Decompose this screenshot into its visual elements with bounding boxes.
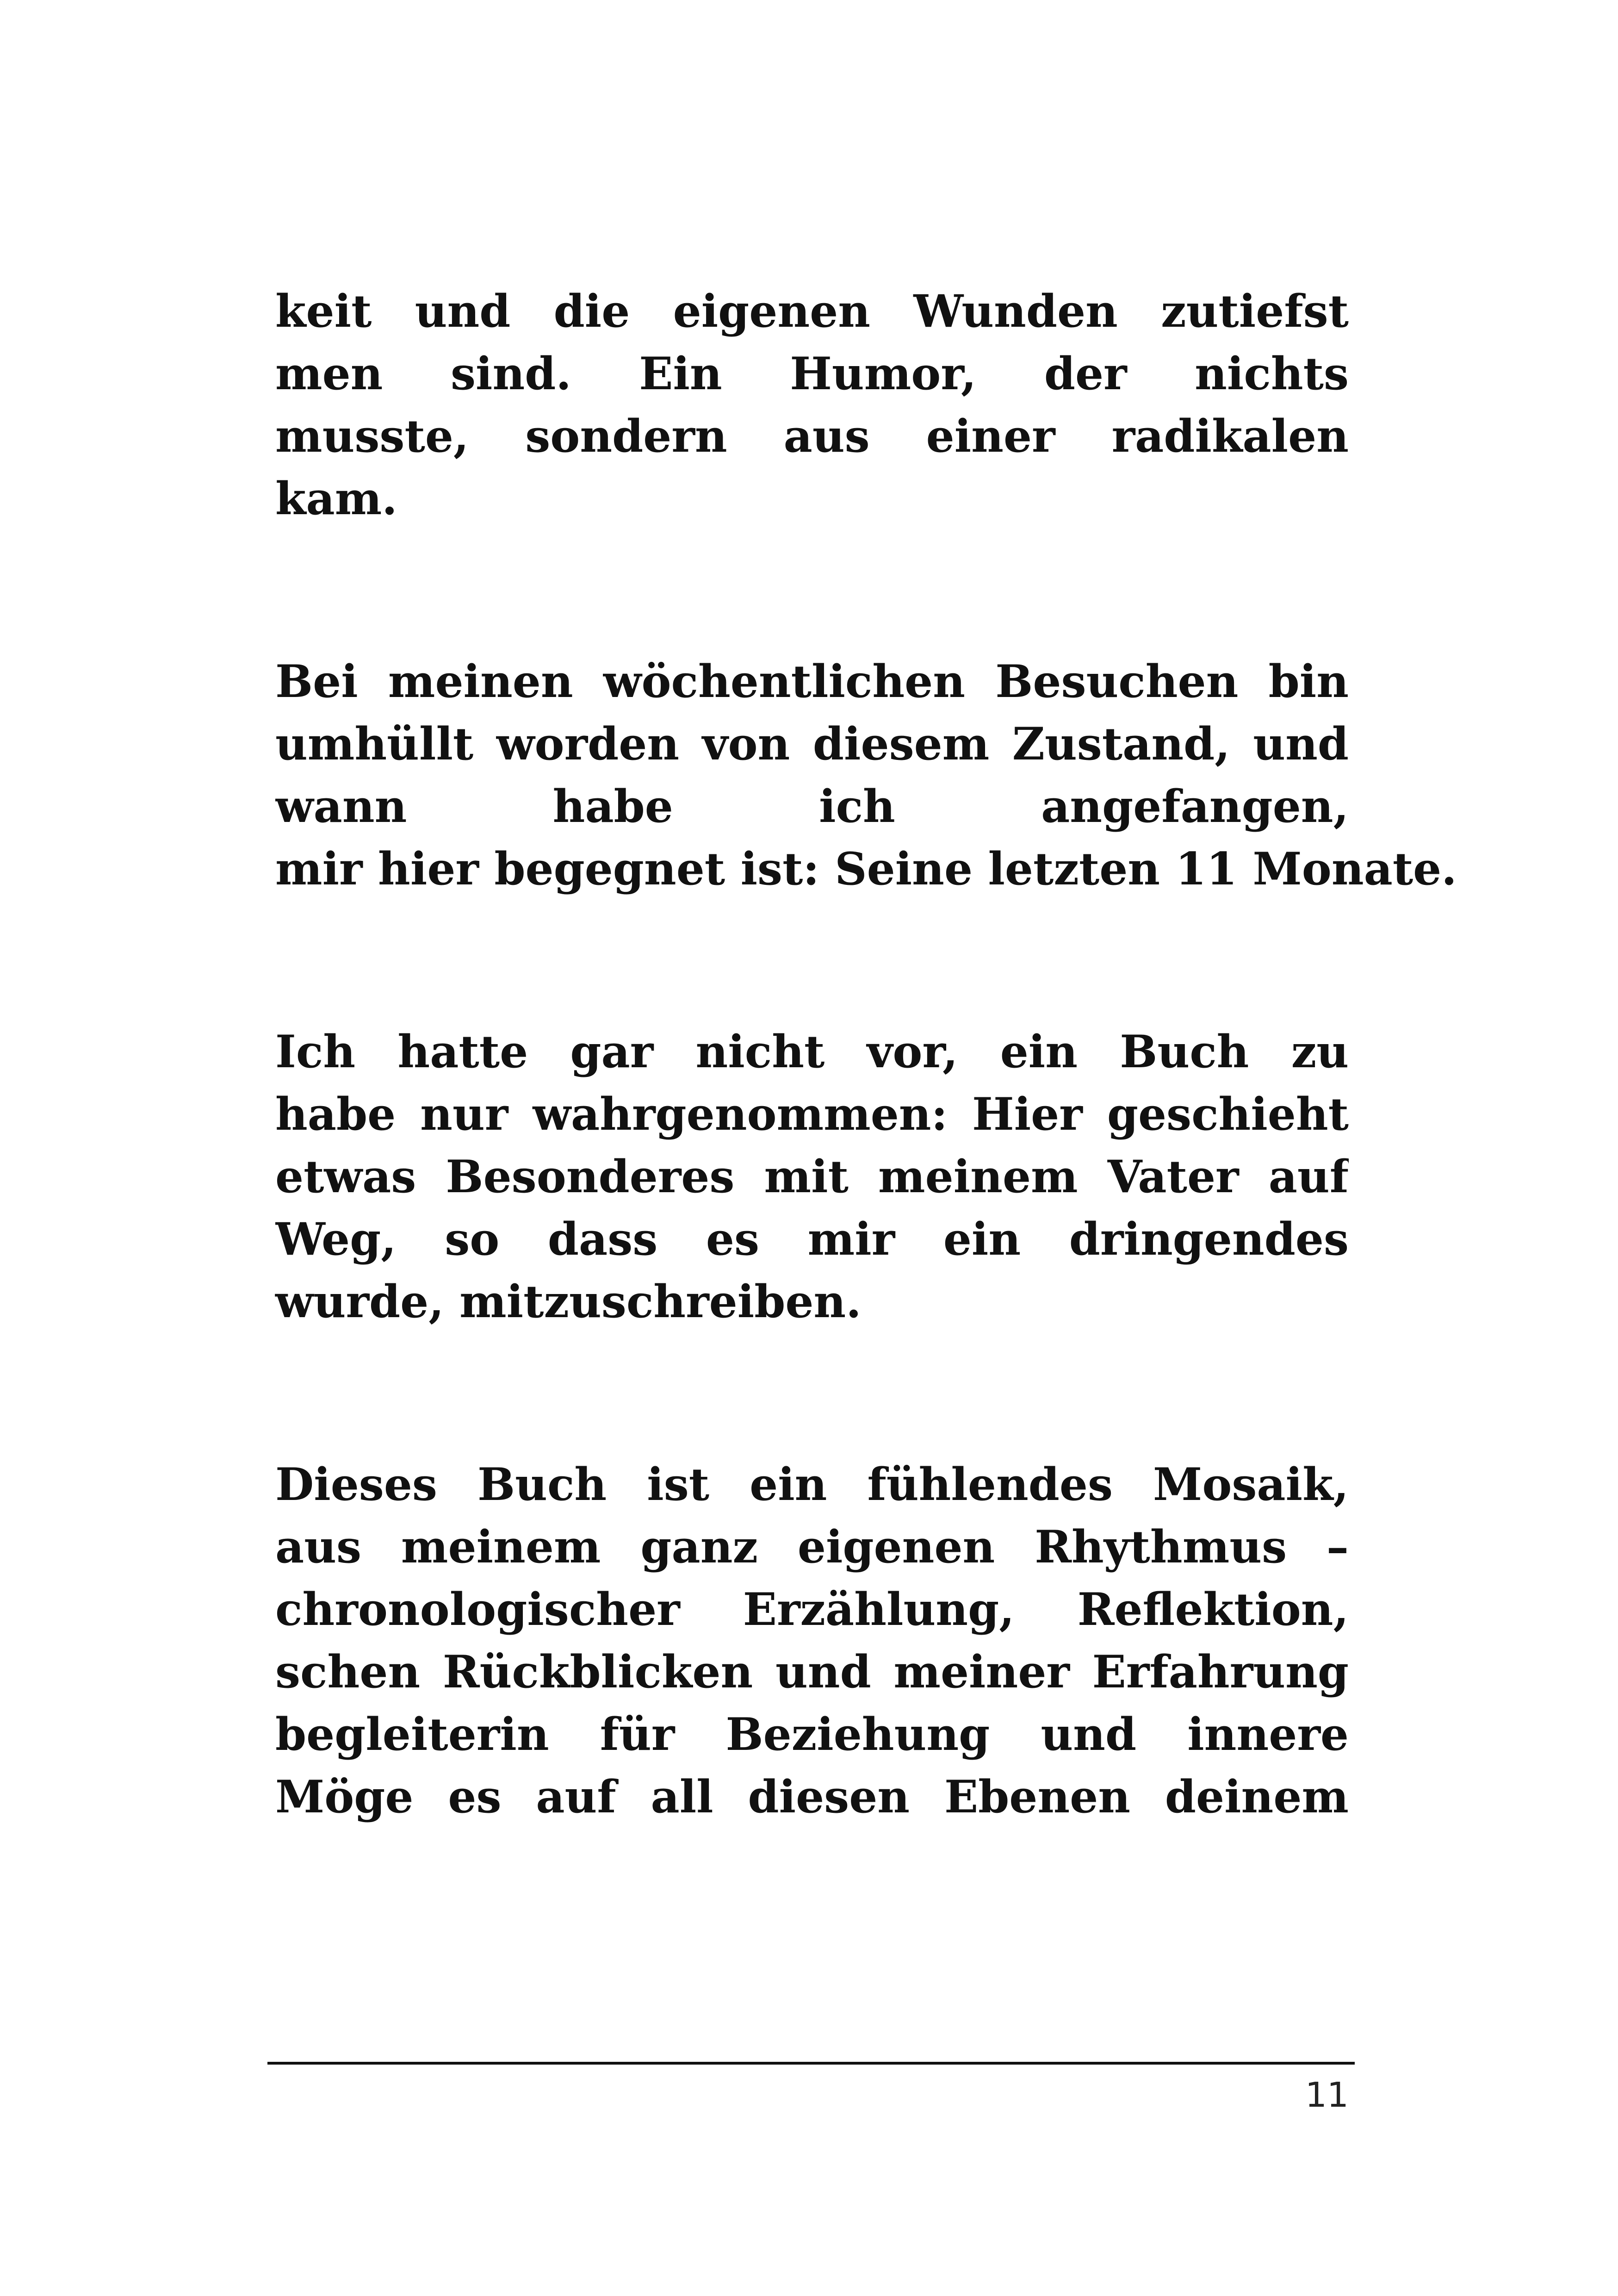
paragraph-4 [275,1453,1349,1828]
text-line: schen Rückblicken und meiner Erfahrung [275,1646,1349,1698]
text-line: umhüllt worden von diesem Zustand, und [275,718,1349,770]
text-line: begleiterin für Beziehung und innere [275,1708,1349,1761]
text-line: keit und die eigenen Wunden zutiefst [275,285,1349,337]
text-line: Dieses Buch ist ein fühlendes Mosaik, [275,1458,1349,1511]
footer-rule [267,2062,1355,2065]
text-line: wann habe ich angefangen, [275,780,1349,833]
text-line: musste, sondern aus einer radikalen [275,410,1349,462]
paragraph-3 [275,1020,1349,1333]
text-line: wurde, mitzuschreiben. [275,1276,862,1328]
text-line: men sind. Ein Humor, der nichts [275,348,1349,400]
text-line: Bei meinen wöchentlichen Besuchen bin [275,655,1349,708]
text-line: kam. [275,473,397,525]
page-number: 11 [1305,2075,1349,2115]
text-line: Ich hatte gar nicht vor, ein Buch zu [275,1026,1349,1078]
text-line: aus meinem ganz eigenen Rhythmus – [275,1521,1349,1573]
paragraph-2 [275,650,1457,900]
text-line: habe nur wahrgenommen: Hier geschieht [275,1088,1349,1140]
text-line: mir hier begegnet ist: Seine letzten 11 Monate. [275,843,1457,895]
paragraph-1 [275,280,1349,530]
text-line: chronologischer Erzählung, Reflektion, [275,1583,1349,1636]
text-line: Möge es auf all diesen Ebenen deinem [275,1771,1349,1823]
text-line: etwas Besonderes mit meinem Vater auf [275,1151,1349,1203]
text-line: Weg, so dass es mir ein dringendes [275,1213,1349,1265]
